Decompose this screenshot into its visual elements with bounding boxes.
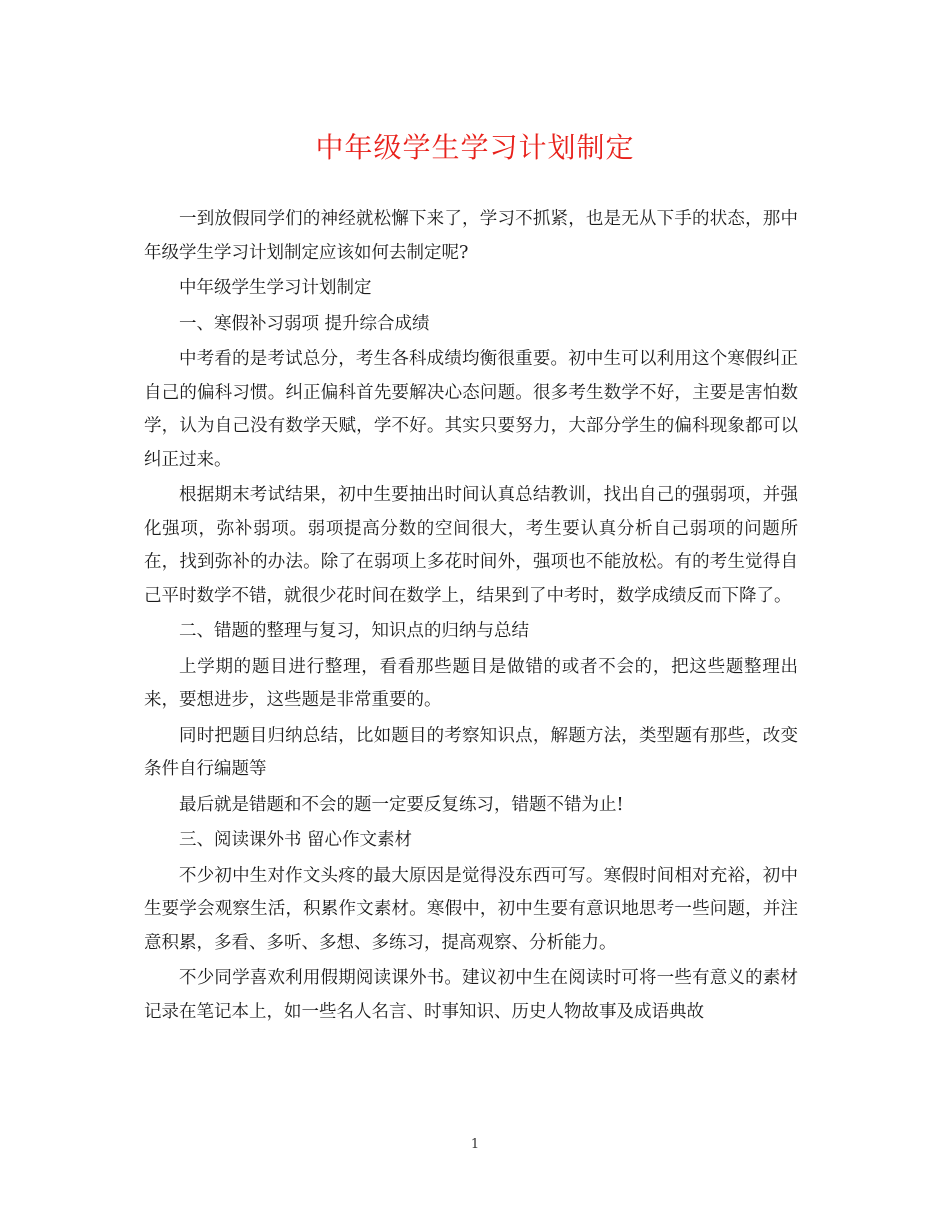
paragraph: 上学期的题目进行整理，看看那些题目是做错的或者不会的，把这些题整理出来，要想进步，这些题是非常重要的。	[144, 656, 798, 710]
paragraph: 不少同学喜欢利用假期阅读课外书。建议初中生在阅读时可将一些有意义的素材记录在笔记本上，如一些名人名言、时事知识、历史人物故事及成语典故	[144, 968, 798, 1022]
paragraph: 同时把题目归纳总结，比如题目的考察知识点，解题方法，类型题有那些，改变条件自行编题等	[144, 725, 798, 779]
section-heading: 三、阅读课外书 留心作文素材	[179, 830, 413, 850]
page-number: 1	[470, 1137, 480, 1152]
paragraph: 根据期末考试结果，初中生要抽出时间认真总结教训，找出自己的强弱项，并强化强项，弥补弱项。弱项提高分数的空间很大，考生要认真分析自己弱项的问题所在，找到弥补的办法。除了在弱项上多花时间外，强项也不能放松。有的考生觉得自己平时数学不错，就很少花时间在数学上，结果到了中考时，数学成绩反而下降了。	[144, 485, 798, 606]
section-heading: 二、错题的整理与复习，知识点的归纳与总结	[179, 621, 529, 641]
document-body	[144, 203, 798, 1031]
paragraph: 一到放假同学们的神经就松懈下来了，学习不抓紧，也是无从下手的状态，那中年级学生学习计划制定应该如何去制定呢?	[144, 209, 798, 263]
paragraph: 中考看的是考试总分，考生各科成绩均衡很重要。初中生可以利用这个寒假纠正自己的偏科习惯。纠正偏科首先要解决心态问题。很多考生数学不好，主要是害怕数学，认为自己没有数学天赋，学不好。其实只要努力，大部分学生的偏科现象都可以纠正过来。	[144, 349, 798, 470]
document-title: 中年级学生学习计划制定	[315, 131, 635, 164]
paragraph: 中年级学生学习计划制定	[179, 278, 372, 298]
section-heading: 一、寒假补习弱项 提升综合成绩	[179, 313, 430, 334]
paragraph: 不少初中生对作文头疼的最大原因是觉得没东西可写。寒假时间相对充裕，初中生要学会观察生活，积累作文素材。寒假中，初中生要有意识地思考一些问题，并注意积累，多看、多听、多想、多练习，提高观察、分析能力。	[144, 865, 798, 953]
paragraph: 最后就是错题和不会的题一定要反复练习，错题不错为止!	[179, 794, 624, 815]
